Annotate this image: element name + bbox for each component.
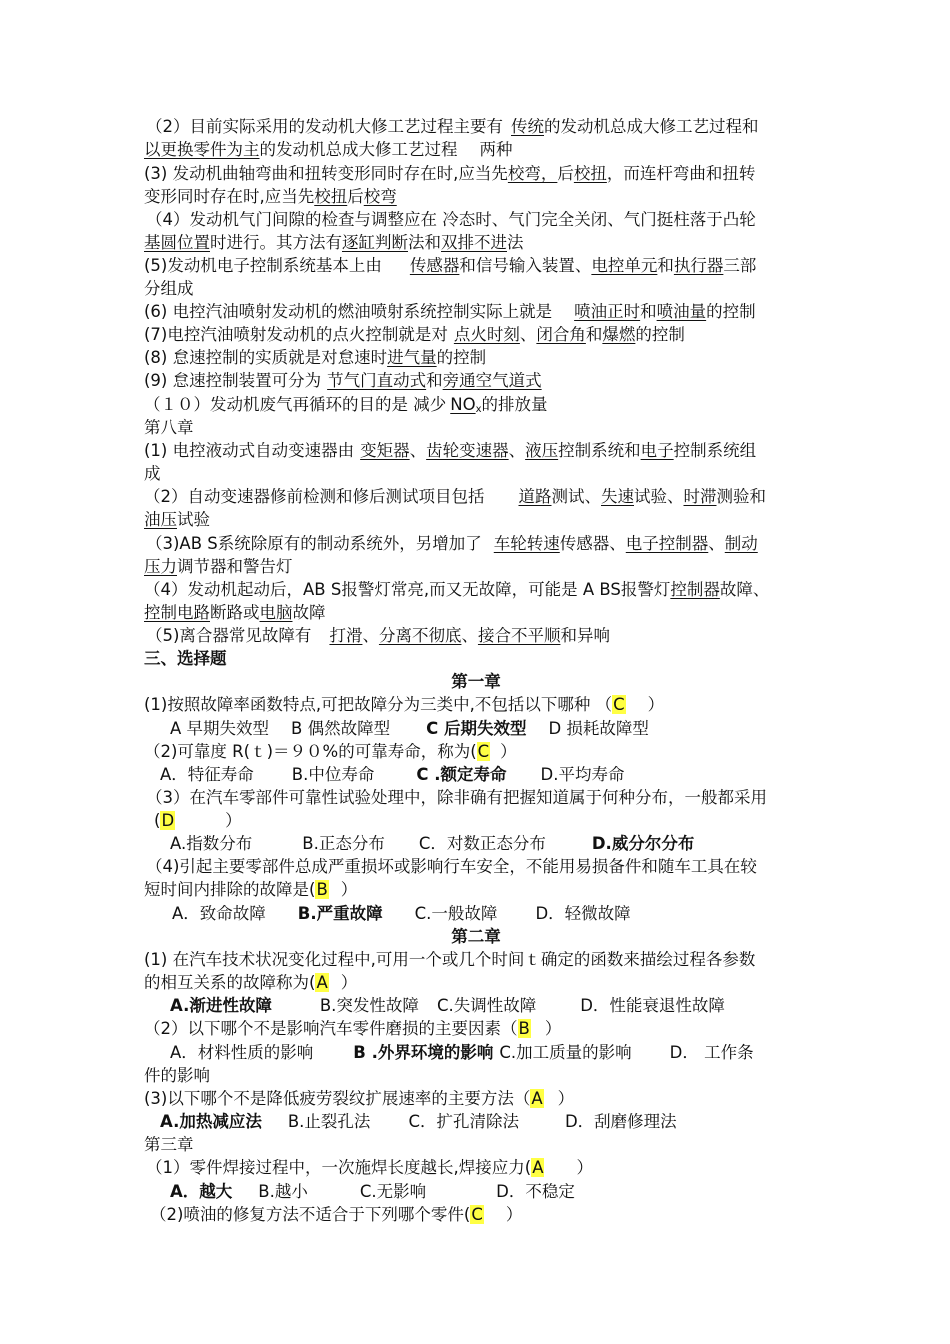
option: A．材料性质的影响: [170, 1043, 314, 1062]
text: (3)以下哪个不是降低疲劳裂纹扩展速率的主要方法（: [144, 1089, 531, 1108]
text: 件的影响: [144, 1066, 210, 1085]
text: ）: [340, 973, 358, 992]
option: C.加工质量的影响: [499, 1043, 632, 1062]
text: 试验: [177, 510, 210, 529]
option: D 损耗故障型: [548, 719, 649, 738]
question: [144, 879, 357, 902]
option-correct: C .额定寿命: [416, 765, 507, 784]
answer: 传感器: [409, 256, 460, 275]
question: [146, 1157, 593, 1180]
answer: 电子: [640, 441, 674, 460]
text: （1）零件焊接过程中，一次施焊长度越长,焊接应力(: [146, 1158, 532, 1177]
text-line: [146, 625, 610, 648]
options: [170, 1181, 575, 1204]
text: (1) 电控液动式自动变速器由: [144, 441, 355, 460]
option-correct: C 后期失效型: [426, 719, 527, 738]
question: [146, 856, 757, 879]
answer: 基圆位置: [144, 233, 210, 252]
text: （2）目前实际采用的发动机大修工艺过程主要有: [146, 117, 503, 136]
question: [150, 1204, 522, 1227]
text-line: [144, 463, 161, 486]
text: 第三章: [144, 1135, 194, 1154]
text: ）: [647, 695, 665, 714]
answer: 电控单元: [591, 256, 658, 275]
text: （2)可靠度 R(ｔ)＝９０%的可靠寿命，称为(: [144, 742, 477, 761]
text-line: [144, 486, 766, 509]
text-line: [144, 163, 755, 186]
text-line: [144, 509, 210, 532]
text: 短时间内排除的故障是(: [144, 880, 316, 899]
highlighted-answer: A: [531, 1089, 543, 1108]
highlighted-answer: A: [316, 973, 328, 992]
options: [172, 903, 631, 926]
text: 、: [409, 441, 427, 460]
text: 、: [461, 626, 478, 645]
text: 、: [508, 441, 526, 460]
text: 时进行。其方法有: [210, 233, 342, 252]
option-correct: A.加热减应法: [160, 1112, 262, 1131]
text: 控制系统组: [673, 441, 757, 460]
text: (: [154, 811, 161, 830]
answer: 爆燃: [602, 325, 636, 344]
text-line: [144, 324, 685, 347]
option: B.正态分布: [302, 834, 385, 853]
text: ）: [505, 1205, 523, 1224]
text: (3) 发动机曲轴弯曲和扭转变形同时存在时,应当先: [144, 164, 508, 183]
chapter-heading: [144, 926, 808, 948]
highlighted-answer: D: [161, 811, 175, 830]
answer: 时滞: [683, 487, 717, 506]
options: [160, 1111, 677, 1134]
answer: 执行器: [673, 256, 724, 275]
option: D.平均寿命: [540, 765, 625, 784]
highlighted-answer: B: [518, 1019, 530, 1038]
answer: 油压: [144, 510, 177, 529]
option: A．特征寿命: [160, 765, 254, 784]
text: 测验和: [716, 487, 766, 506]
text-line: [144, 394, 548, 417]
text: 控制系统和: [558, 441, 641, 460]
text: (9) 怠速控制装置可分为: [144, 371, 322, 390]
chapter-heading: [144, 671, 808, 693]
text-line: [144, 186, 397, 209]
text: 成: [144, 464, 161, 483]
answer: 分离不彻底: [378, 626, 462, 645]
answer: 控制器: [670, 580, 720, 599]
option: C.无影响: [359, 1182, 427, 1201]
text: ）: [557, 1089, 575, 1108]
option-correct: D.威分尔分布: [591, 834, 695, 853]
option-correct: B.严重故障: [297, 904, 383, 923]
text: 的相互关系的故障称为(: [144, 973, 316, 992]
text: (1) 在汽车技术状况变化过程中,可用一个或几个时间ｔ确定的函数来描绘过程各参数: [144, 950, 756, 969]
highlighted-answer: C: [471, 1205, 483, 1224]
text: (8) 怠速控制的实质就是对怠速时: [144, 348, 388, 367]
text: 、: [519, 325, 537, 344]
text: ）: [500, 742, 517, 761]
options: [170, 718, 649, 741]
answer: 点火时刻: [453, 325, 520, 344]
question: [144, 972, 357, 995]
text: （3）在汽车零部件可靠性试验处理中，除非确有把握知道属于何种分布，一般都采用: [146, 788, 767, 807]
text: 三、选择题: [144, 649, 227, 668]
section-heading: [144, 648, 227, 671]
option: A.指数分布: [170, 834, 253, 853]
text-line: [146, 116, 759, 139]
text: 后: [557, 164, 574, 183]
option: D．轻微故障: [535, 904, 631, 923]
text: 和: [426, 371, 443, 390]
text: 三部: [723, 256, 757, 275]
text: 、: [708, 534, 725, 553]
answer: 校扭: [314, 187, 348, 206]
text: 故障: [292, 603, 326, 622]
text: （3)AB S系统除原有的制动系统外，另增加了: [146, 534, 482, 553]
question: [144, 949, 755, 972]
answer: 打滑: [329, 626, 363, 645]
text: （2）以下哪个不是影响汽车零件磨损的主要因素（: [144, 1019, 518, 1038]
highlighted-answer: A: [532, 1158, 544, 1177]
answer: 喷油正时: [574, 302, 641, 321]
text: 法和: [408, 233, 441, 252]
text: （2）自动变速器修前检测和修后测试项目包括: [144, 487, 485, 506]
answer: 校扭: [573, 164, 607, 183]
text-line: [144, 602, 326, 625]
option: A．致命故障: [172, 904, 266, 923]
option: C.失调性故障: [436, 996, 537, 1015]
text: 的控制: [436, 348, 487, 367]
answer: 液压: [525, 441, 559, 460]
option: C.一般故障: [414, 904, 498, 923]
text: 和异响: [560, 626, 610, 645]
text: （１０）发动机废气再循环的目的是 减少: [144, 395, 447, 414]
option: A 早期失效型: [170, 719, 270, 738]
text: 和: [585, 325, 603, 344]
question: [144, 694, 664, 717]
text: （4）发动机气门间隙的检查与调整应在 冷态时、气门完全关闭、气门挺柱落于凸轮: [146, 210, 756, 229]
options: [170, 833, 694, 856]
answer: 道路: [518, 487, 552, 506]
text: (5)发动机电子控制系统基本上由: [144, 256, 382, 275]
answer: 校弯，: [507, 164, 558, 183]
text: ，而连杆弯曲和扭转: [606, 164, 756, 183]
option-correct: B .外界环境的影响: [353, 1043, 494, 1062]
question: [144, 1018, 561, 1041]
answer: 接合不平顺: [477, 626, 561, 645]
text-line: [144, 278, 194, 301]
text: 第一章: [451, 672, 501, 691]
options: [160, 764, 624, 787]
answer: 闭合角: [536, 325, 586, 344]
text: 的发动机总成大修工艺过程: [259, 140, 458, 159]
option: D．性能衰退性故障: [580, 996, 725, 1015]
text: 试验、: [634, 487, 684, 506]
option: C．扩孔清除法: [408, 1112, 519, 1131]
text-line: [144, 579, 769, 602]
answer: 传统: [511, 117, 544, 136]
text-line: [144, 370, 542, 393]
text: 测试、: [551, 487, 601, 506]
text: (7)电控汽油喷射发动机的点火控制就是对: [144, 325, 448, 344]
text-line: [144, 301, 756, 324]
text: ）: [576, 1158, 593, 1177]
text: 的排放量: [481, 395, 548, 414]
answer: 控制电路: [144, 603, 210, 622]
text: 第二章: [451, 927, 501, 946]
option: D．不稳定: [496, 1182, 575, 1201]
answer: 喷油量: [656, 302, 707, 321]
option: D． 工作条: [669, 1043, 754, 1062]
text-line: [146, 533, 758, 556]
text: （2)喷油的修复方法不适合于下列哪个零件(: [150, 1205, 471, 1224]
option: B 偶然故障型: [291, 719, 391, 738]
text: 变形同时存在时,应当先: [144, 187, 315, 206]
text: 调节器和警告灯: [177, 557, 293, 576]
text-line: [144, 139, 513, 162]
option-correct: A.渐进性故障: [170, 996, 272, 1015]
text: 断路或: [210, 603, 260, 622]
text: 两种: [479, 140, 513, 159]
text: ）: [544, 1019, 562, 1038]
option: B.中位寿命: [291, 765, 375, 784]
highlighted-answer: C: [613, 695, 625, 714]
option: D．刮磨修理法: [564, 1112, 677, 1131]
text-line: [144, 347, 486, 370]
answer: 双排不进: [441, 233, 507, 252]
answer: 车轮转速: [493, 534, 560, 553]
text-line: [144, 1065, 210, 1088]
text: 的控制: [706, 302, 756, 321]
text: ）: [340, 880, 358, 899]
text-line: [144, 232, 524, 255]
question: [154, 810, 242, 833]
text-line: [144, 255, 756, 278]
highlighted-answer: B: [316, 880, 328, 899]
option: B.止裂孔法: [287, 1112, 371, 1131]
text: 和: [657, 256, 674, 275]
answer: 电子控制器: [625, 534, 709, 553]
text-line: [146, 209, 756, 232]
text: 和: [640, 302, 657, 321]
text: 、: [362, 626, 379, 645]
answer: 节气门直动式: [327, 371, 427, 390]
option-correct: A．越大: [170, 1182, 233, 1201]
text: （4)引起主要零部件总成严重损坏或影响行车安全，不能用易损备件和随车工具在较: [146, 857, 757, 876]
answer: 压力: [144, 557, 177, 576]
answer: 旁通空气道式: [442, 371, 542, 390]
options: [170, 1042, 754, 1065]
text: 的发动机总成大修工艺过程和: [544, 117, 759, 136]
text: 后: [347, 187, 364, 206]
text: 传感器、: [559, 534, 626, 553]
options: [170, 995, 725, 1018]
option: C．对数正态分布: [418, 834, 546, 853]
answer: 齿轮变速器: [426, 441, 509, 460]
answer: 以更换零件为主: [144, 140, 260, 159]
text: 第八章: [144, 418, 194, 437]
option: B.突发性故障: [319, 996, 419, 1015]
answer: NO: [450, 395, 476, 414]
answer: 失速: [601, 487, 634, 506]
highlighted-answer: C: [477, 742, 490, 761]
text: 的控制: [635, 325, 685, 344]
text-line: [144, 556, 293, 579]
answer: 校弯: [363, 187, 397, 206]
option: B.越小: [258, 1182, 308, 1201]
text: 分组成: [144, 279, 194, 298]
text: ）: [225, 811, 242, 830]
answer: 制动: [724, 534, 758, 553]
text: 法: [507, 233, 524, 252]
answer: 进气量: [387, 348, 437, 367]
chapter-heading: [144, 1134, 194, 1157]
chapter-heading: [144, 417, 194, 440]
question: [146, 787, 767, 810]
subscript: x: [475, 404, 482, 415]
text: (6) 电控汽油喷射发动机的燃油喷射系统控制实际上就是: [144, 302, 553, 321]
text: (1)按照故障率函数特点,可把故障分为三类中,不包括以下哪种 （: [144, 695, 613, 714]
answer: 逐缸判断: [342, 233, 408, 252]
question: [144, 1088, 574, 1111]
text: 和信号输入装置、: [459, 256, 592, 275]
answer: 变矩器: [360, 441, 410, 460]
text: （4）发动机起动后，AB S报警灯常亮,而又无故障，可能是 A BS报警灯: [144, 580, 671, 599]
question: [144, 741, 517, 764]
answer: 电脑: [259, 603, 293, 622]
text-line: [144, 440, 756, 463]
text: 故障、: [719, 580, 770, 599]
text: （5)离合器常见故障有: [146, 626, 312, 645]
